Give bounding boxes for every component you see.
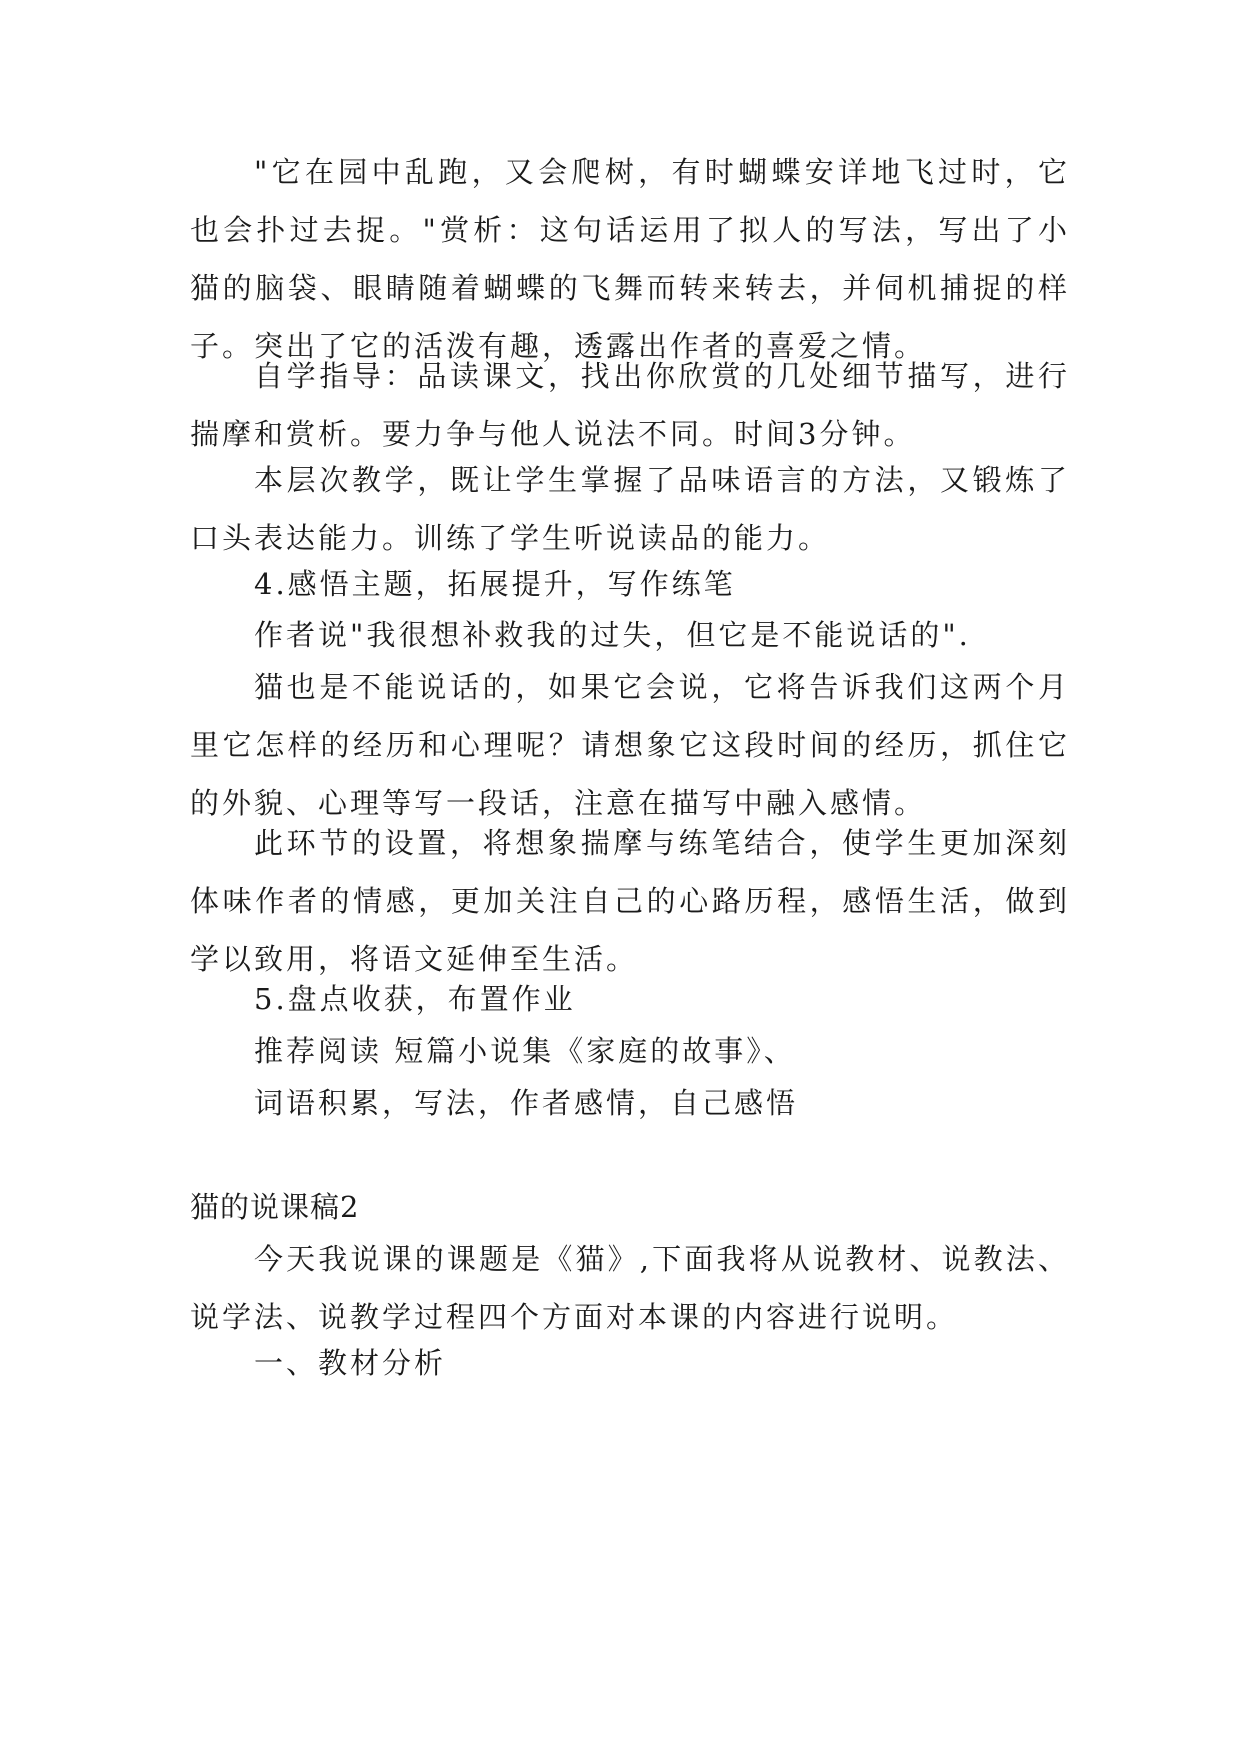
section-title: 猫的说课稿2	[190, 1190, 360, 1224]
paragraph-textbook-analysis-heading: 一、教材分析	[254, 1346, 447, 1380]
paragraph-recommended-reading: 推荐阅读 短篇小说集《家庭的故事》、	[254, 1034, 796, 1068]
paragraph-self-study-guide: 自学指导：品读课文，找出你欣赏的几处细节描写，进行揣摩和赏析。要力争与他人说法不同。时间3分钟。	[190, 359, 1070, 451]
paragraph-author-quote: 作者说"我很想补救我的过失，但它是不能说话的".	[254, 618, 971, 652]
paragraph-step-4-heading: 4.感悟主题，拓展提升，写作练笔	[254, 567, 736, 601]
paragraph-lesson-intro: 今天我说课的课题是《猫》,下面我将从说教材、说教法、说学法、说教学过程四个方面对本课的内容进行说明。	[190, 1242, 1070, 1334]
paragraph-teaching-level: 本层次教学，既让学生掌握了品味语言的方法，又锻炼了口头表达能力。训练了学生听说读品的能力。	[190, 463, 1070, 555]
paragraph-step-design: 此环节的设置，将想象揣摩与练笔结合，使学生更加深刻体味作者的情感，更加关注自己的心路历程，感悟生活，做到学以致用，将语文延伸至生活。	[190, 826, 1070, 976]
paragraph-vocabulary: 词语积累，写法，作者感情，自己感悟	[254, 1086, 799, 1120]
paragraph-cat-quote-analysis: "它在园中乱跑，又会爬树，有时蝴蝶安详地飞过时，它也会扑过去捉。"赏析：这句话运用了拟人的写法，写出了小猫的脑袋、眼睛随着蝴蝶的飞舞而转来转去，并伺机捕捉的样子。突出了它的活泼有趣，透露出作者的喜爱之情。	[190, 155, 1070, 363]
paragraph-imagine-exercise: 猫也是不能说话的，如果它会说，它将告诉我们这两个月里它怎样的经历和心理呢？请想象它这段时间的经历，抓住它的外貌、心理等写一段话，注意在描写中融入感情。	[190, 670, 1070, 820]
paragraph-step-5-heading: 5.盘点收获，布置作业	[254, 982, 576, 1016]
